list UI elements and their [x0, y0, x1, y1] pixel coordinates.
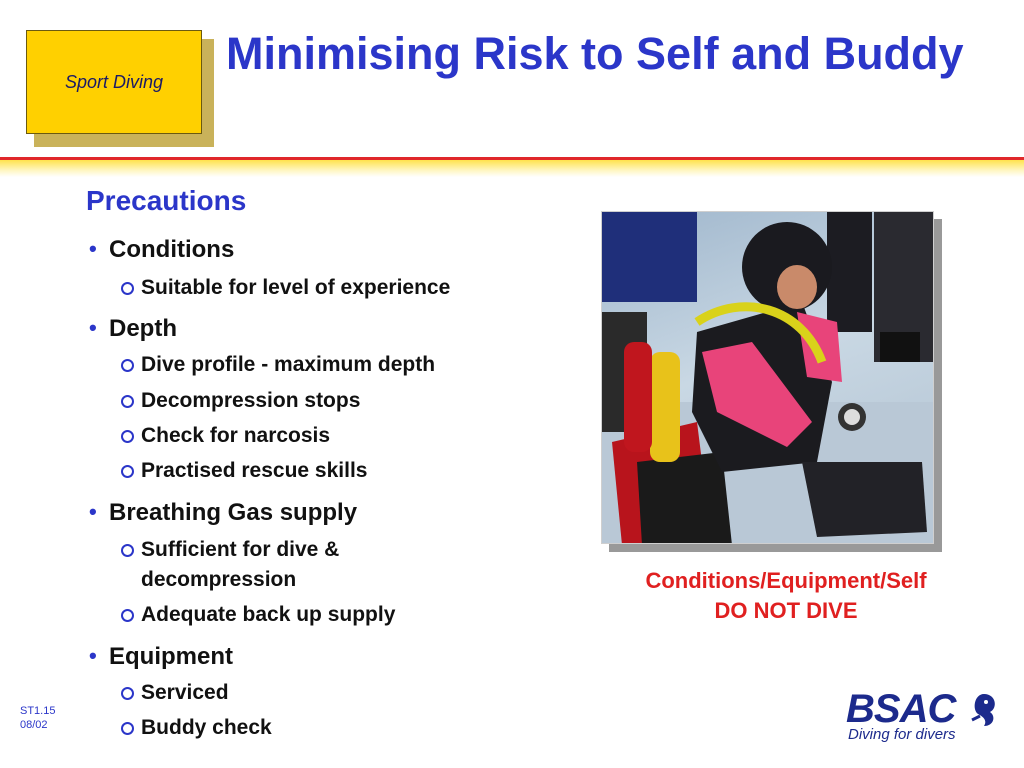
photo-caption [590, 566, 982, 626]
sub-bullet-item [141, 538, 339, 562]
diver-photo [601, 211, 934, 544]
bullet-item [89, 236, 235, 264]
slide-footer [20, 704, 55, 732]
caption-line-1: Conditions/Equipment/Self [645, 568, 927, 593]
ring-bullet-icon [121, 430, 134, 443]
sub-bullet-item [141, 353, 435, 377]
ring-bullet-icon [121, 687, 134, 700]
sub-bullet-label: Suitable for level of experience [141, 276, 451, 299]
bullet-icon: • [89, 499, 97, 524]
logo-wordmark: BSAC [846, 687, 956, 731]
bullet-icon: • [89, 643, 97, 668]
sub-bullet-label: decompression [141, 568, 297, 591]
bsac-logo [846, 688, 1002, 744]
bullet-label: Conditions [109, 236, 235, 263]
sub-bullet-label: Practised rescue skills [141, 459, 368, 482]
sub-bullet-label: Sufficient for dive & [141, 538, 340, 561]
ring-bullet-icon [121, 359, 134, 372]
sub-bullet-item [141, 459, 367, 483]
section-heading: Precautions [86, 185, 247, 216]
ring-bullet-icon [121, 544, 134, 557]
bullet-label: Depth [109, 315, 177, 342]
ring-bullet-icon [121, 722, 134, 735]
bullet-icon: • [89, 236, 97, 261]
ring-bullet-icon [121, 282, 134, 295]
diver-illustration [602, 212, 934, 544]
sub-bullet-label: Buddy check [141, 716, 272, 739]
sub-bullet-label: Dive profile - maximum depth [141, 353, 436, 376]
slide-date: 08/02 [20, 719, 48, 731]
sub-bullet-label: Adequate back up supply [141, 603, 396, 626]
sub-bullet-item [141, 716, 272, 740]
slide-code: ST1.15 [20, 705, 56, 717]
ring-bullet-icon [121, 395, 134, 408]
sub-bullet-item [141, 603, 395, 627]
ring-bullet-icon [121, 609, 134, 622]
bullet-icon: • [89, 315, 97, 340]
bullet-item [89, 643, 233, 671]
caption-line-2: DO NOT DIVE [714, 598, 858, 623]
sub-bullet-item [141, 681, 229, 705]
bullet-item [89, 315, 177, 343]
seahorse-icon [964, 690, 1004, 730]
bullet-label: Breathing Gas supply [109, 499, 358, 526]
sub-bullet-label: Serviced [141, 681, 229, 704]
sub-bullet-item [141, 424, 330, 448]
sub-bullet-item [141, 389, 360, 413]
bullet-item [89, 499, 358, 527]
sub-bullet-item [141, 276, 450, 300]
bullet-label: Equipment [109, 643, 233, 670]
sub-bullet-label: Check for narcosis [141, 424, 331, 447]
badge-label: Sport Diving [64, 71, 164, 92]
ring-bullet-icon [121, 465, 134, 478]
slide-title: Minimising Risk to Self and Buddy [226, 28, 964, 79]
sub-bullet-continuation [141, 568, 296, 592]
sub-bullet-label: Decompression stops [141, 389, 361, 412]
logo-tagline: Diving for divers [848, 726, 956, 743]
